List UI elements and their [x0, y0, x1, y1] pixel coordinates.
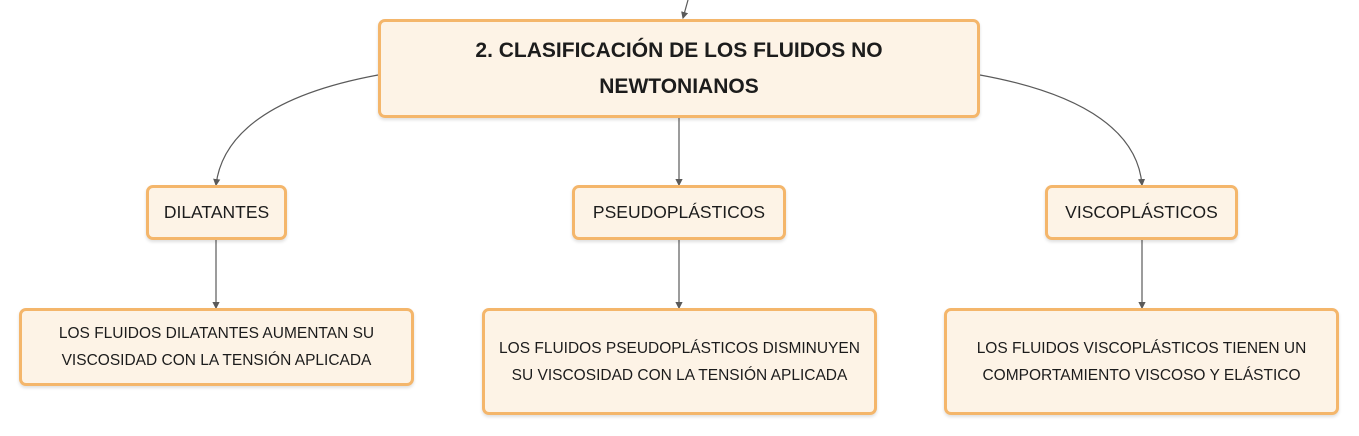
description-text: LOS FLUIDOS PSEUDOPLÁSTICOS DISMINUYEN SU VISCOSIDAD CON LA TENSIÓN APLICADA — [499, 339, 860, 384]
description-viscoplasticos[interactable] — [944, 308, 1339, 415]
branch-label: VISCOPLÁSTICOS — [1065, 202, 1218, 222]
branch-dilatantes[interactable] — [146, 185, 287, 240]
incoming-connector — [683, 0, 688, 18]
connector-root-dilatantes — [216, 75, 378, 185]
description-dilatantes[interactable] — [19, 308, 414, 386]
root-node[interactable] — [378, 19, 980, 118]
description-text: LOS FLUIDOS DILATANTES AUMENTAN SU VISCOSIDAD CON LA TENSIÓN APLICADA — [58, 325, 375, 369]
connector-root-viscoplasticos — [980, 75, 1142, 185]
description-text: LOS FLUIDOS VISCOPLÁSTICOS TIENEN UN COMPORTAMIENTO VISCOSO Y ELÁSTICO — [976, 339, 1307, 384]
branch-pseudoplasticos[interactable] — [572, 185, 786, 240]
branch-label: PSEUDOPLÁSTICOS — [592, 202, 766, 222]
branch-viscoplasticos[interactable] — [1045, 185, 1238, 240]
root-title: 2. CLASIFICACIÓN DE LOS FLUIDOS NO NEWTONIANOS — [475, 38, 883, 98]
branch-label: DILATANTES — [163, 202, 270, 222]
description-pseudoplasticos[interactable] — [482, 308, 877, 415]
